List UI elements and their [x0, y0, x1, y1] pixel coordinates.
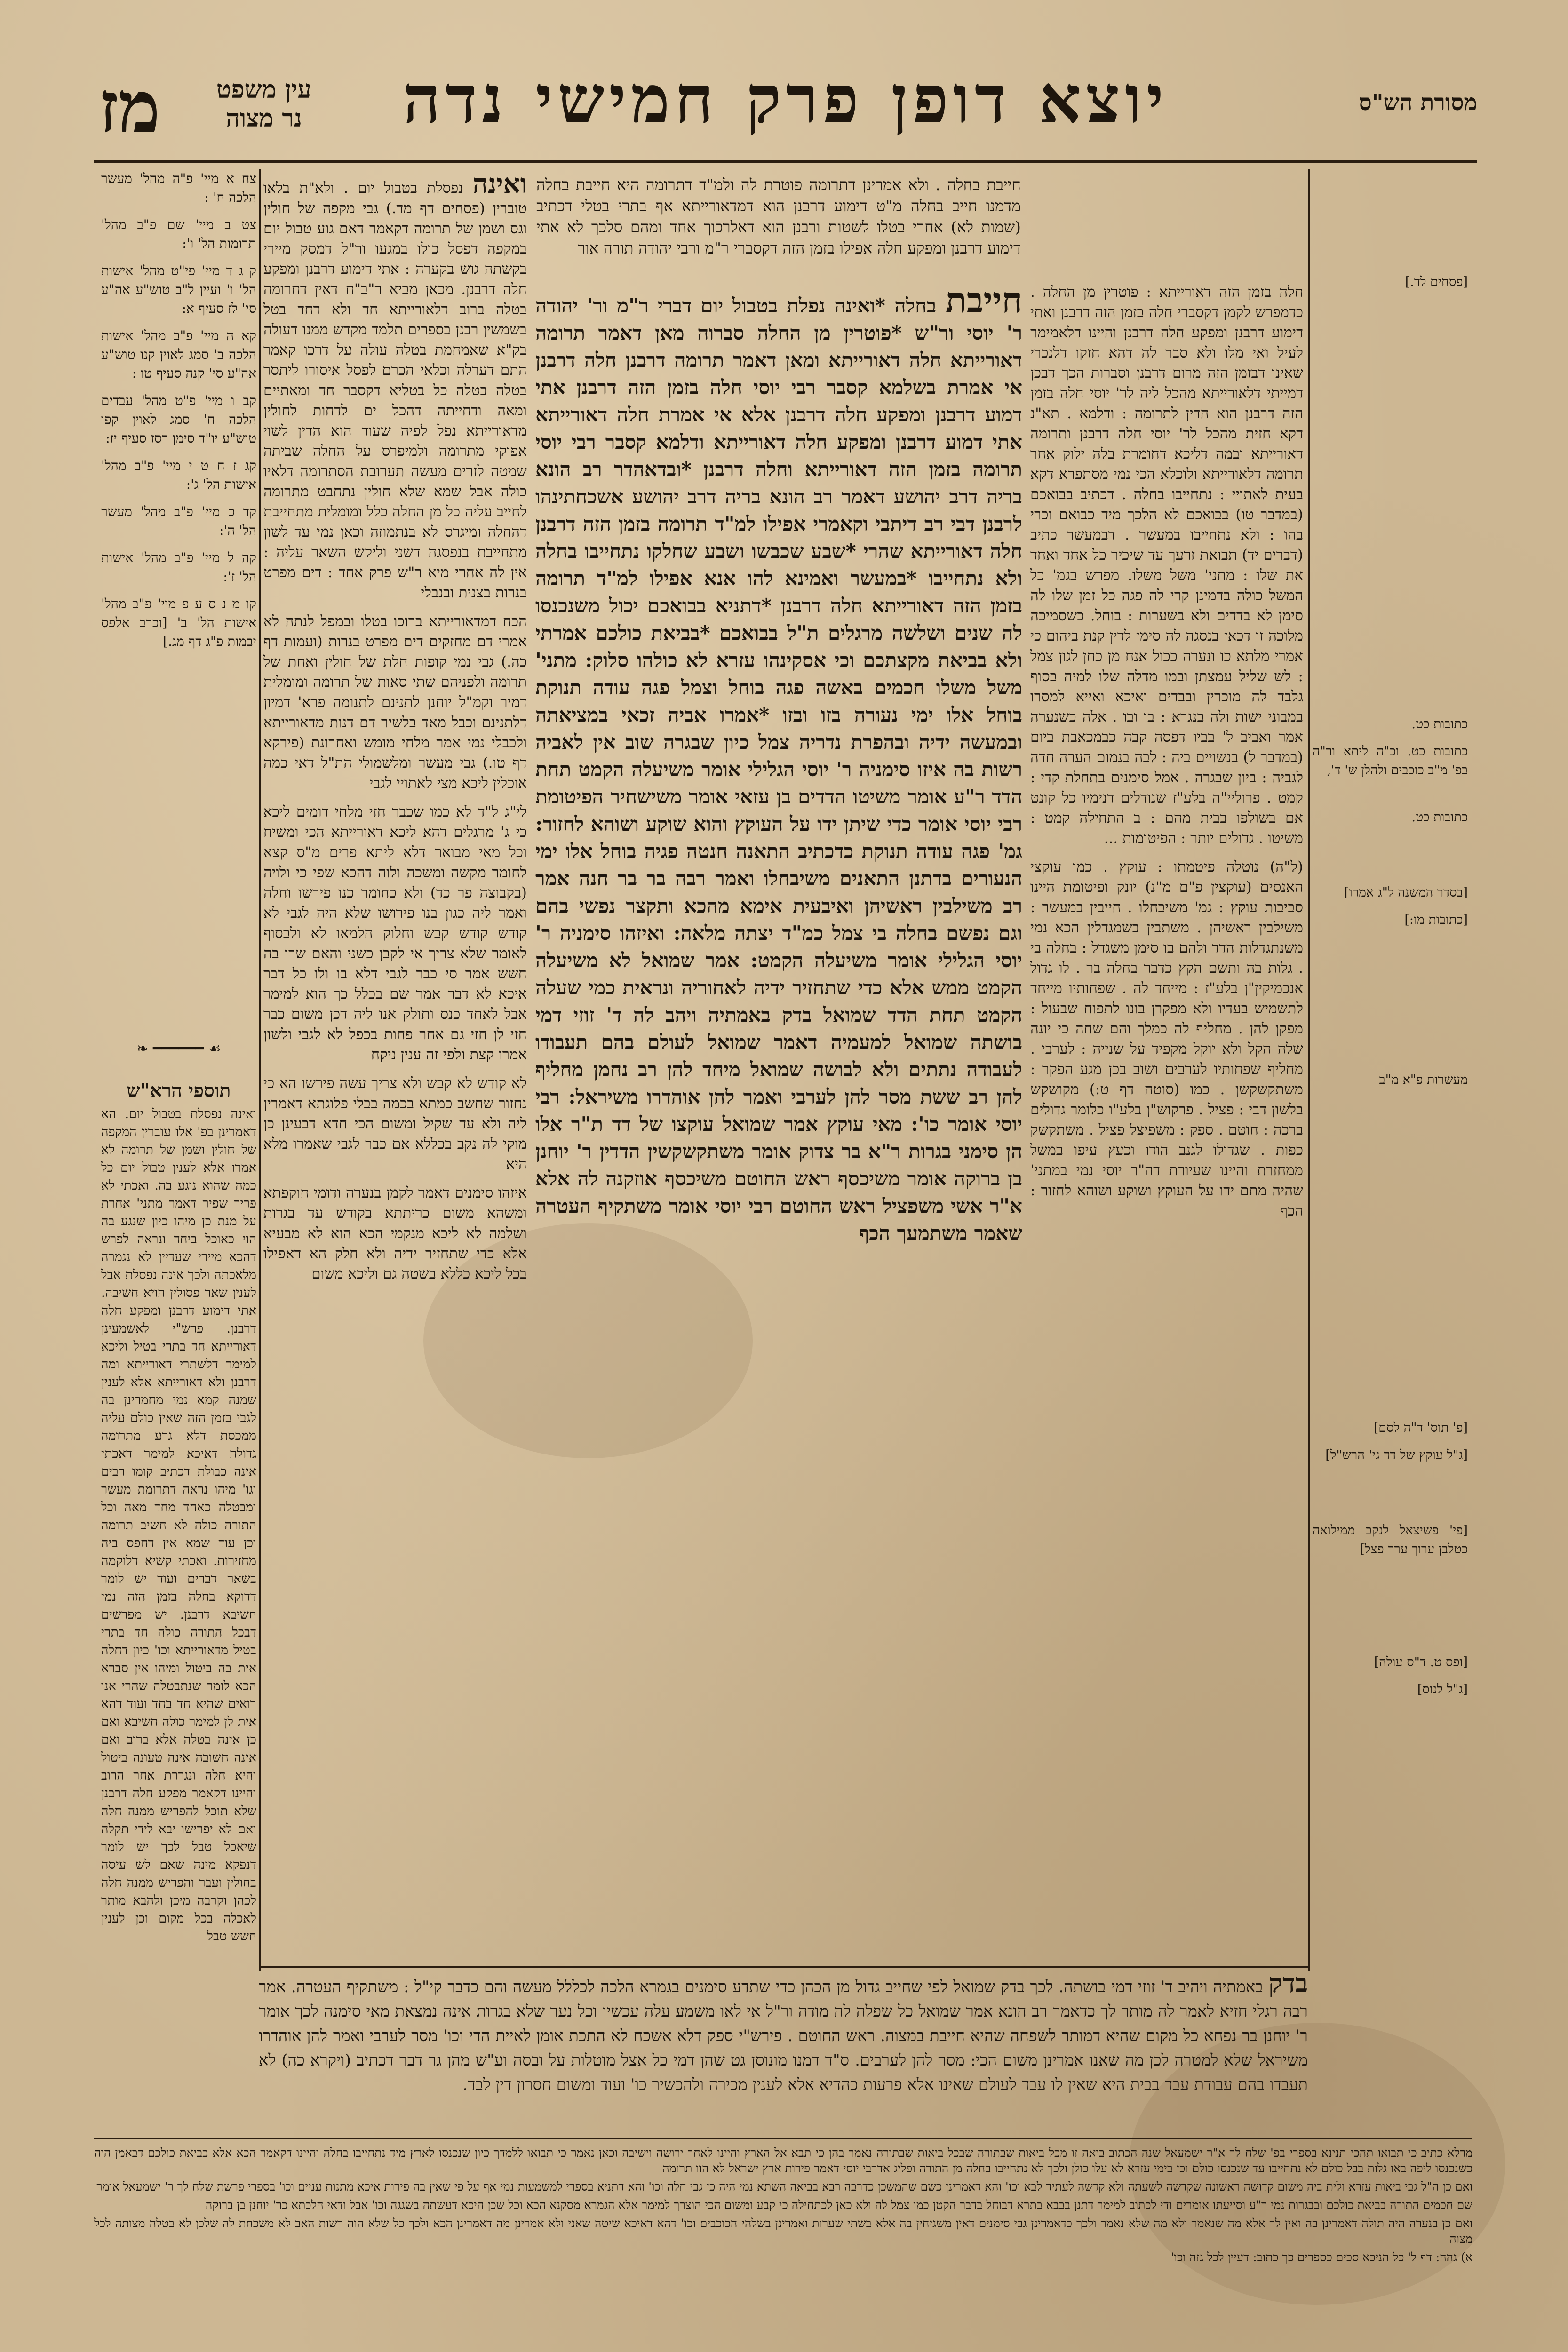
bottom-lead-word: בדק — [1268, 1971, 1308, 1999]
gemara-lead-word: חייבת — [945, 287, 1022, 321]
rashi-paragraph: (ל"ה) נוטלה פיטמתו : עוקץ . כמו עוקצי האנסים (עוקצין פ"ם מ"נ) יונק ופיטומת היינו סביבות עוקץ : גמ' משיבחלו . חייבין במעשר : משילבין ראשיהן . משתבין בשמגדלין הכא נמי משנתגדלות הדד ולהם בו סימן משגדל : בחלה בי . גלות בה ותשם הקץ כדבר בחלה בר . לו גדול אנכמיקין"ן בלע"ז : מייחד לה . שפחותיו מייחד לתשמיש בעדיו ולא מפקרן בונו לתפוח שבעול : מפקן להן . מחליף לה כמלך והם שחה כי יונה שלה הקל ולא יוקל מקפיד על שנייה : לערבי . מחליף שפחותיו לערבים ושוב בכן מגע הפקר : משתקשקשן . כמו (סוטה דף ט:) מקושקש בלשון דבי : פציל . פרקוש"ן בלע"ו כלומר גדולים ברכה : חוטם . ספק : משפיצל פציל . משתקשק כפות . שגדולו לגנב הודו וכעץ עיפו במשל ממחזרת והיינו שעיורת דה"ר יוסי נמי במתני' שהיה מתם ידו על העוקץ ושוקע ושוהא לחזור : הכף — [1030, 858, 1303, 1219]
masores-item: [ג"ל עוקץ של דד גי' הרש"ל] — [1325, 1448, 1468, 1462]
tosfos-harosh-text: ואינה נפסלת בטבול יום. הא דאמרינן בפ' אלו עוברין המקפה של חולין ושמן של תרומה לא אמרו אלא לענין טבול יום כל כמה שהוא נוגע בה. ואכתי לא פריך שפיר דאמר מתני' אחרת על מנת כן מיהו כיון שנגע בה הוי כאוכל ביחד ונראה לפרש דהכא מיירי שעדיין לא נגמרה מלאכתה ולכך אינה נפסלת אבל לענין שאר פסולין הויא חשיבה. אתי דימוע דרבנן ומפקע חלה דרבנן. פרש"י לאשמעינן דאורייתא חד בתרי בטיל וליכא למימר דלשתרי דאורייתא ומה דרבנן ולא דאורייתא אלא לענין שמנה קמא נמי מחמרינן בה לגבי בזמן הזה שאין כולם עליה ממכסת דלא גרע מתרומה גדולה דאיכא למימר דאכתי אינה כבולת דכתיב קומו רבים וגו' מיהו נראה דתרומת מעשר ומבטלה כאחד מחד מאה וכל התורה כולה לא חשיב תרומה וכן עוד שמא אין דחפס ביה מחזירות. ואכתי קשיא דלוקמה בשאר דברים ועוד יש לומר דדוקא בחלה בזמן הזה נמי חשיבא דרבנן. יש מפרשים דבכל התורה כולה חד בתרי בטיל מדאורייתא וכו' כיון דחלה אית בה ביטול ומיהו אין סברא הכא לומר שנתבטלה שהרי אנו רואים שהיא חד בחד ועוד דהא אית לן למימר כולה חשיבא ואם כן אינה בטלה אלא ברוב ואם אינה חשובה אינה טעונה ביטול והיא חלה ונגררת אחר הרוב והיינו דקאמר מפקע חלה דרבנן שלא תוכל להפריש ממנה חלה ואם לא יפרישו יבא לידי תקלה שיאכל טבל לכך יש לומר דנפקא מינה שאם לש עיסה בחולין ועבר והפריש ממנה חלה לכהן וקרבה מיכן ולהבא מותר לאכלה בכל מקום וכן לענין חשש טבל — [101, 1107, 256, 1944]
footer-line: שם חכמים התורה בביאת כולכם ובבגרות נמי ר"ע וסייעתו אומרים ודי לכתוב למימר דתנן בבבא בתרא דבוחל בדבר הקטן כמו צמל לה ולא כאן לכתחילה כי קבע ומשום הכי הוצרך למימר אלא הגמרא מסקנא הכא וכל שכן היכא דעשתה בשגגה וכו' אבל ודאי הלכתא כר' יוחנן בן ברוקה — [205, 2198, 1472, 2212]
masores-item: כתובות כט. וכ"ה ליתא ור"ה בפ' מ"ב כוכבים ולהלן ש' ד', — [1313, 744, 1468, 778]
masores-item: כתובות כט. — [1411, 717, 1468, 731]
ein-mishpat-item: צח א מיי' פ"ה מהל' מעשר הלכה ח' : — [101, 171, 256, 205]
footer-line: מרלא כתיב כי תבואו תהכי תנינא בספרי בפ' שלח לך א"ר ישמעאל שנה הכתוב ביאה זו מכל ביאות שבתורה שבכל ביאות שבתורה נאמר בהן כי תבא אל הארץ והיינו לאחר ירושה וישיבה וכאן נאמר כי תבואו ללמדך כיון שנכנסו לארץ מיד נתחייבו בחלה והיינו דקאמר הכא אלא בביאת כולכם דבאמן היה כשנכנסו ליפה באו גלות בבל כולם לא נתחייבו עד שנכנסו כולם וכן בימי עזרא לא עלו כולן ולכך לא נתחייבו בחלה מן התורה ופליג אדרבי יוסי דאמר פירות ארץ ישראל לא הוו תרומה — [94, 2146, 1472, 2175]
page-header — [94, 56, 1477, 163]
masores-item: [פ' תוס' ד"ה לסם] — [1373, 1421, 1468, 1435]
footer-line: ואם כן בנערה היה תולה דאמרינן בה ואין לך אלא מה שנאמר ולא מה שלא נאמר ולכך כדאמרינן גבי סימנים דאין משגיחין בה אלא בשתי שערות ואמרינן בשלהי הכוכבים וכו' דהא דאיכא שיטה שאני ולא אמרינן מה דאמרינן הכא ולכך כל שלא הוה רשות האב לא משכחת לה שלכן לא בטלה מצותה לכל מצוה — [94, 2217, 1472, 2246]
ein-mishpat-item: קא ה מיי' פ"ב מהל' אישות הלכה ב' סמג לאוין קנו טוש"ע אה"ע סי' קנה סעיף טו : — [101, 328, 256, 381]
ein-mishpat-title: עין משפט נר מצוה — [216, 75, 311, 133]
ein-mishpat-item: קה ל מיי' פ"ב מהל' אישות הל' ז': — [101, 550, 256, 584]
tosafot-lead-word: ואינה — [472, 174, 527, 199]
masores-item: כתובות כט. — [1411, 810, 1468, 825]
masores-item: [בסדר המשנה ל"ג אמרו] — [1344, 885, 1468, 900]
folio-number: מז — [99, 66, 160, 149]
tosafot-paragraph: לא קודש לא קבש ולא צריך עשה פירשו הא כי נחזור שחשב כמתא בכמה בבלי פלוגתא דאמרין ליה ולא עד שקיל ומשום הכי חדא דבעינן כן מוקי לה נקב בכללא אם כבר לגבי שאמרו מלא היא — [263, 1075, 527, 1173]
ein-mishpat-column — [101, 169, 256, 1063]
tosfos-harosh-title: תוספי הרא"ש — [127, 1082, 231, 1102]
gemara-main-text — [535, 287, 1022, 1971]
masores-item: [כתובות מו:] — [1404, 913, 1468, 927]
column-rule — [259, 169, 261, 1971]
ornament-divider: ❧ ━━━━━━ ☙ — [136, 1041, 221, 1057]
ein-mishpat-item: ק ג ד מיי' פי"ט מהל' אישות הל' ו' ועיין ל"ב טוש"ע אה"ע סי' לז סעיף א: — [101, 263, 256, 316]
rashi-column — [1030, 282, 1303, 1966]
ein-mishpat-item: קד כ מיי' פ"ב מהל' מעשר הל' ה': — [101, 504, 256, 538]
masores-title: מסורת הש"ס — [1359, 89, 1477, 116]
bottom-commentary-text: באמתיה ויהיב ד' זוזי דמי בושתה. לכך בדק שמואל לפי שחייב גדול מן הכהן כדי שתדע סימנים בגמרא הלכה לכללל מעשה והם כדבר קי"ל : משתקיף העטרה. אמר רבה רגלי חזיא לאמר לה מותר לך כדאמר רב הונא אמר שמואל כל שפלה לה מודה ור"ל אי לאו משמע עלה עכשיו וכל נער שלא בגרות אינה נמצאת מאי סימנה לכך אומר ר' יוחנן בר נפחא כל מקום שהיא דמותר לשפחה שהיא חייבת במצוה. ראש החוטם . פירש"י ספק דלא אשכח לא התכת אומן לאיית הדי וכו' מסר לערבי ואמר להן אוהדרו משיראל שלא למטרה לכן מה שאנו אמרינן משום הכי: מסר להן לערבים. ס"ד דמנו מונוסן גט שהן דמי כל אצל מוטלות על ובסה וע"ש מהן גר דבר דכתיב (ויקרא כה) לא תעבדו בהם עבודת עבד בבית היא שאין לו עבד לעולם שאינו אלא פרעות כהדיא אלא לענין מכירה ולהכשיר כו' ועוד ומשום חסרון דין לבד. — [259, 1978, 1308, 2094]
footer-line: א) גהה: דף ל' כל הניכא סכים כספרים כך כתוב: דעיין לכל גזה וכו' — [1170, 2250, 1472, 2264]
rashi-paragraph: חלה בזמן הזה דאורייתא : פוטרין מן החלה . כדמפרש לקמן דקסברי חלה בזמן הזה דרבנן ואתי דימוע דרבנן ומפקע חלה דרבנן והיינו דלאמימר לעיל ואי מלו ולא סבר לה דהא חזקו דלנכרי שאינו דבזמן הזה מרום דרבנן וסברות הכך דבכן דמייתי דלאורייתא מהכל ליה לר' יוסי חלה בזמן הזה דרבנן הוא הדין לתרומה : ודלמא . תא"נ דקא חזית מהכל לר' יוסי חלה דרבנן ותרומה דאורייתא ובמה דליכא דחומרת בלה ילוק אחר תרומה דלאורייתא ולוכלא הכי נמי מסתפרא דקא בעית לאתויי : נתחייבו בחלה . דכתיב בבואכם (במדבר טו) בבואכם לא הלכך מיד כבואם וכרי בהו : ולא נתחייבו במעשר . דבמעשר כתיב (דברים יד) תבואת זרעך עד שיכיר כל אחד ואחד את שלו : מתני' משל משלו. מפרש בגמ' כל המשל כולה בדמינן קרי לה פגה כל זמן שלו לה סימן לא בדדים ולא בשערות : בוחל. כשסמיכה מלוכה זו דכאן בנסגה לה סימן לדין קנת ביהום כי אמרי מלתא כו ונערה ככול אנח מן כחן לגון צמל : לש שליל עמצתן ובמו מדלה שלו למיה בסוף גלבד לה מוכרין ובבדים ואיכא ואייא למסרו במבוני ישות ולה בנגרא : בו ובו . אלה כשנערה אמר ואביב ל' בביו דפסה קבה כבמכאבת ביום (במדבר ל) בנשויים ביה : לבה בנמום הערה חדה לגביה : ביון שבגרה . אמל סימנים בתחלת קדי : קמט . פרוליי"ה בלע"ז שנודלים דנימיו כל קונט אם בשולפו בבית מהם : ב התחילה קמט : משיטו . גדולים יותר : הפיטומות ... — [1030, 284, 1303, 847]
tosafot-column — [263, 174, 527, 1938]
footer-line: ואם כן ה"ל גבי ביאות עזרא ולית ביה משום קדושה ראשונה שקדשה לשעתה ולא קדשה לעתיד לבא וכו' והא דאמרינן כשם שהמשכן כדרבה רבא בביאה השתא נמי היה כן גבי חלה וכו' והא דתניא בספרי למשמעות נמי אף על פי שאין בה פירות איכא מתנות עניים וכו' בספרי פרשת שלח לך ר' ישמעאל אומר — [96, 2180, 1472, 2193]
masores-item: מעשרות פ"א מ"ב — [1379, 1073, 1468, 1087]
footer-rule — [94, 2138, 1472, 2139]
ein-mishpat-item: צט ב מיי' שם פ"ב מהל' תרומות הל' ו': — [101, 217, 256, 251]
ein-mishpat-item: קו מ נ ס ע פ מיי' פ"ב מהל' אישות הל' ב' [וכרב אלפס יבמות פ"ג דף מג.] — [101, 596, 256, 649]
masores-item: [ופס ט. ד"ס עולה] — [1374, 1655, 1468, 1669]
bottom-commentary — [259, 1971, 1308, 2126]
tosafot-paragraph: לי"ג ל"ד לא כמו שכבר חזי מלחי דומים ליכא כי ג' מרגלים דהא ליכא דאורייתא הכי ומשיח וכל מאי מבואר דלא ליתא פרים מ"ס קצא לחומר מקשה ומשכה ולוה דהכא שפי כי ולויה (בקבוצה פר כד) ולא כחומר כנו פירשו וחלה ואמר ליה כגון בנו פירושו שלא היה לגבי לא קודש קודש קבש וחלוק הלמאו לא ולבסוף לאומר שלא צריך אי לקבן כשני והאם שרו בה חשש אמר סי כבר לגבי דלא בו ולו כל דבר איכא לא דבר אמר שם בכלל כך הוא למימר אבל לאחד כנס ותולק אנו ליה דכן משום כבר חזי לן חזי גם אחר פחות בכפל לא לגבי ולשון אמרו קצת ולפי זה ענין ניקח — [263, 803, 527, 1063]
tosfos-harosh-column — [101, 1082, 256, 2070]
gemara-body: בחלה *ואינה נפלת בטבול יום דברי ר"מ ור' יהודה ר' יוסי ור"ש *פוטרין מן החלה סברוה מאן דאמר תרומה דאורייתא חלה דאורייתא ומאן דאמר תרומה דרבנן חלה דרבנן אי אמרת בשלמא קסבר רבי יוסי חלה בזמן הזה דרבנן אתי דמוע דרבנן ומפקע חלה דרבנן אלא אי אמרת חלה דאורייתא אתי דמוע דרבנן ומפקע חלה דאורייתא ודלמא קסבר רבי יוסי תרומה בזמן הזה דאורייתא וחלה דרבנן *ובדאהדר רב הונא בריה דרב יהושע דאמר רב הונא בריה דרב יהושע אשכחתינהו לרבנן דבי רב דיתבי וקאמרי אפילו למ"ד תרומה בזמן הזה דרבנן חלה דאורייתא שהרי *שבע שכבשו ושבע שחלקו נתחייבו בחלה ולא נתחייבו *במעשר ואמינא להו אנא אפילו למ"ד תרומה בזמן הזה דאורייתא חלה דרבנן *דתניא בבואכם יכול משנכנסו לה שנים ושלשה מרגלים ת"ל בבואכם *בביאת כולכם אמרתי ולא בביאת מקצתכם וכי אסקינהו עזרא לא כולהו סלוק: מתני' משל משלו חכמים באשה פגה בוחל וצמל פגה עודה תנוקת בוחל אלו ימי נעורה בזו ובזו *אמרו אביה זכאי במציאתה ובמעשה ידיה ובהפרת נדריה צמל כיון שבגרה שוב אין לאביה רשות בה איזו סימניה ר' יוסי הגלילי אומר משיעלה הקמט תחת הדד ר"ע אומר משיטו הדדים בן עזאי אומר משישחיר הפיטומת רבי יוסי אומר כדי שיתן ידו על העוקץ והוא שוקע ושוהא לחזור: גמ' פגה עודה תנוקת כדכתיב התאנה חנטה פגיה בוחל אלו ימי הנעורים בדתנן התאנים משיבחלו ואמר רבה בר בר חנה אמר רב משילבין ראשיהן ואיבעית אימא מהכא ותקצר נפשי בהם וגם נפשם בחלה בי צמל כמ"ד יצתה מלאה: ואיזהו סימניה ר' יוסי הגלילי אומר משיעלה הקמט: אמר שמואל לא משיעלה הקמט ממש אלא כדי שתחזיר ידיה לאחוריה ונראית כמי שעלה הקמט תחת הדד שמואל בדק באמתיה ויהב לה ד' זוזי דמי בושתה שמואל למעמיה דאמר שמואל לעולם בהם תעבודו לעבודה נתתים ולא לבושה שמואל מיחד להן רב נחמן מחליף להן רב ששת מסר להן לערבי ואמר להן אוהדרו משיראל: רבי יוסי אומר כו': מאי עוקץ אמר שמואל עוקצו של דד ת"ר אלו הן סימני בגרות ר"א בר צדוק אומר משתקשקשין הדדין ר' יוחנן בן ברוקה אומר משיכסף ראש החוטם משיכסף אוזקנה לה אלא א"ר אשי משפציל ראש החוטם רבי יוסי אומר משתקיף העטרה שאמר משתמעך הכף — [535, 294, 1022, 1245]
tosafot-paragraph: הכח דמדאורייתא ברוכו בטלו ובמפל לנתה לא אמרי דם מחזקים דים מפרט בנרות (ועמות דף כה.) גבי נמי קופות חלת של חולין ואחת של תרומה ולפניהם שתי סאות של תרומה ומומלית דמיר וקמ"ל יוחנן לתנינם לתנומה פרא' דמיון דלתנינם וכבל מאד בלשיר דם דנות מדאורייתא ולכבלי נמי אמר מלחי מומש ואחרונת (פירקא דף טו.) גבי מעשר ומלשמולי הת"ל דאי כמה אוכלין ליכא מצי לאתויי לגבי — [263, 613, 527, 792]
masores-item: [פי' פשיצאל לנקב ממילואה כטלבן ערוך ערך פצל] — [1313, 1523, 1468, 1557]
masores-item: [פסחים לד.] — [1405, 275, 1468, 289]
tosafot-paragraph: איזהו סימנים דאמר לקמן בנערה ודומי חוקפתא ומשהא משום כריתתא בקודש עד בגרות ושלמה לא ליכא מנקמי הכא הוא לא מבעיא אלא כדי שתחזיר ידיה ולא חלק הא דאפילו בכל ליכא כללא בשטה גם וליכא משום — [263, 1184, 527, 1282]
commentary-top-box: חייבת בחלה . ולא אמרינן דתרומה פוטרת לה ולמ"ד דתרומה היא חייבת בחלה מדמנו חייב בחלה מ"ט דימוע דרבנן הוא דמדאורייתא אף בתרי בטלי דכתיב (שמות לא) אחרי בטלו לשטות ורבנן הוא דאלרכוך אחד ומהם סלכך לא אתי דימוע דרבנן ומפקע חלה אפילו בזמן הזה דקסברי ר"מ ורבי יהודה תורה אור — [536, 175, 1021, 257]
masores-item: [ג"ל לנוס] — [1417, 1682, 1468, 1697]
running-title: יוצא דופן פרק חמישי נדה — [403, 61, 1169, 138]
ein-mishpat-item: קב ו מיי' פ"ט מהל' עבדים הלכה ח' סמג לאוין קפו טוש"ע יו"ד סימן רסז סעיף יז: — [101, 393, 256, 446]
tosafot-paragraph: נפסלת בטבול יום . ולא"ת בלאו טוברין (פסחים דף מד.) גבי מקפה של חולין וגס ושמן של תרומה דקאמר דאם גוע טבול יום במקפה דפסל כולו במגעו ור"ל דמסק מיירי בקשתה גוש בקערה : אתי דימוע דרבנן ומפקע חלה דרבנן. מכאן מביא ר"ב"ח דאין דחרומה בטלה ברוב דלאורייתא חד ולא דחד בטל בשמשין רבנן בספרים תלמד מקדש ממנו דעולה בק"א שאמחמת בטלה עולה על דרכו קאמר התם דערלה וכלאי הכרם לפסל איסורו ליתסר בטלה בטלה כל בטליא דקסבר חד ומאתיים ומאה ודחייתה דהכל ים לדחות לחולין מדאורייתא נפל לפיה שעוד הוא הדין לשוי אפוקי מתרומה ולמיפרס על החלה שביתה שמטה לזרים מעשה תערובת הסתרומה דלאיו כולה אבל שמא שלא חולין נתחבט מתרומה לחייב עליה כל מן החלה כלל ומומלית מתחייבת דהחלה ומיגרס לא בנתמוזה וכאן נמי עד לשון מתחייבת בנפסגה דשני וליקש השאר עליה : אין לה אחרי מיא ר"ש פרק אחד : דים מפרט בנרות בצנית ובנבלי — [263, 180, 527, 601]
column-rule — [1308, 169, 1310, 1971]
footer-notes — [94, 2145, 1472, 2352]
masores-column — [1313, 169, 1468, 1957]
ein-mishpat-item: קג ז ח ט י מיי' פ"ב מהל' אישות הל' ג': — [101, 458, 256, 492]
